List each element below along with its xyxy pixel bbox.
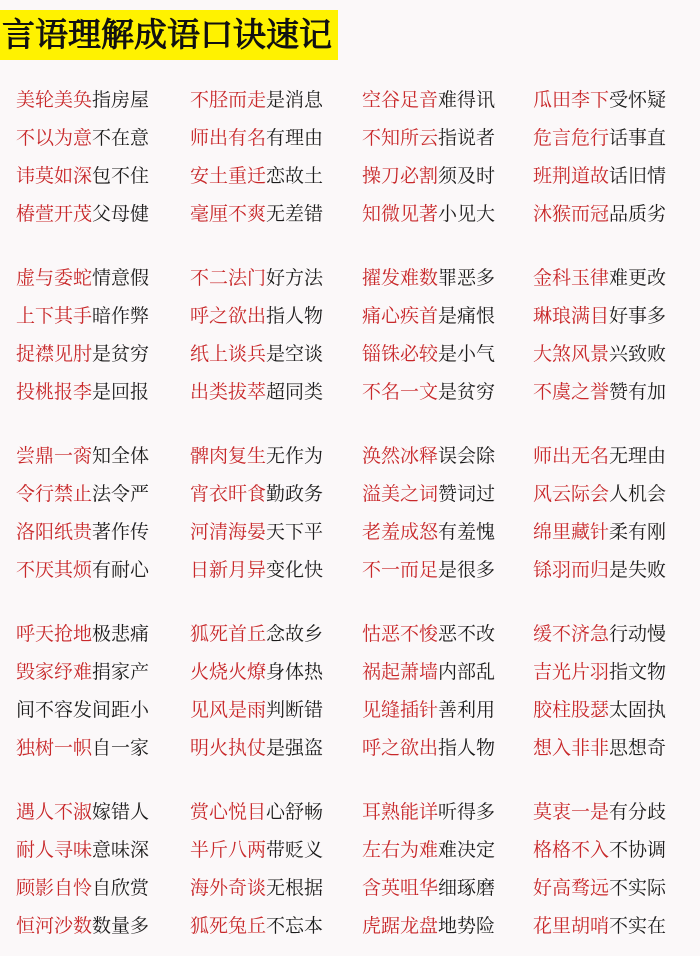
idiom-entry: [16, 694, 149, 726]
idiom-text: 空谷足音: [362, 89, 439, 111]
idiom-entry: [190, 122, 323, 154]
idiom-meaning: 是消息: [266, 89, 324, 111]
idiom-text: 不名一文: [362, 381, 439, 403]
idiom-entry: [190, 338, 323, 370]
idiom-entry: [190, 618, 323, 650]
idiom-meaning: 自欣赏: [92, 877, 150, 899]
idiom-meaning: 身体热: [266, 661, 324, 683]
idiom-entry: [16, 160, 149, 192]
idiom-row: [0, 516, 700, 554]
idiom-text: 呼天抢地: [16, 623, 93, 645]
idiom-text: 讳莫如深: [16, 165, 93, 187]
idiom-meaning: 须及时: [438, 165, 496, 187]
idiom-meaning: 自一家: [92, 737, 150, 759]
idiom-text: 椿萱开茂: [16, 203, 93, 225]
idiom-entry: [16, 618, 149, 650]
idiom-text: 毁家纾难: [16, 661, 93, 683]
idiom-meaning: 有耐心: [92, 559, 150, 581]
idiom-text: 不虞之誉: [533, 381, 610, 403]
idiom-entry: [533, 834, 666, 866]
idiom-meaning: 指文物: [609, 661, 667, 683]
idiom-entry: [362, 122, 495, 154]
idiom-meaning: 带贬义: [266, 839, 324, 861]
idiom-meaning: 判断错: [266, 699, 324, 721]
idiom-text: 金科玉律: [533, 267, 610, 289]
idiom-row: [0, 554, 700, 592]
idiom-meaning: 人机会: [609, 483, 667, 505]
idiom-entry: [533, 440, 666, 472]
idiom-text: 大煞风景: [533, 343, 610, 365]
idiom-meaning: 恋故土: [266, 165, 324, 187]
idiom-meaning: 意味深: [92, 839, 150, 861]
idiom-text: 涣然冰释: [362, 445, 439, 467]
idiom-row: [0, 262, 700, 300]
idiom-entry: [190, 440, 323, 472]
idiom-entry: [190, 656, 323, 688]
idiom-entry: [362, 910, 495, 942]
idiom-row: [0, 338, 700, 376]
idiom-meaning: 是很多: [438, 559, 496, 581]
idiom-entry: [533, 872, 666, 904]
idiom-text: 风云际会: [533, 483, 610, 505]
idiom-row: [0, 376, 700, 414]
idiom-entry: [16, 732, 149, 764]
idiom-text: 知微见著: [362, 203, 439, 225]
idiom-entry: [533, 338, 666, 370]
idiom-meaning: 是痛恨: [438, 305, 496, 327]
idiom-entry: [533, 516, 666, 548]
idiom-entry: [362, 84, 495, 116]
idiom-meaning: 无作为: [266, 445, 324, 467]
idiom-text: 耳熟能详: [362, 801, 439, 823]
idiom-meaning: 小见大: [438, 203, 496, 225]
idiom-meaning: 太固执: [609, 699, 667, 721]
idiom-text: 海外奇谈: [190, 877, 267, 899]
idiom-entry: [362, 440, 495, 472]
idiom-meaning: 无根据: [266, 877, 324, 899]
idiom-meaning: 有理由: [266, 127, 324, 149]
idiom-text: 祸起萧墙: [362, 661, 439, 683]
idiom-text: 见缝插针: [362, 699, 439, 721]
idiom-entry: [362, 338, 495, 370]
idiom-entry: [533, 618, 666, 650]
idiom-entry: [16, 796, 149, 828]
idiom-grid: [0, 84, 700, 956]
idiom-meaning: 知全体: [92, 445, 150, 467]
idiom-meaning: 情意假: [92, 267, 150, 289]
idiom-meaning: 误会除: [438, 445, 496, 467]
idiom-row: [0, 656, 700, 694]
idiom-entry: [190, 478, 323, 510]
idiom-entry: [190, 910, 323, 942]
idiom-entry: [362, 376, 495, 408]
idiom-entry: [190, 834, 323, 866]
idiom-entry: [190, 554, 323, 586]
idiom-meaning: 赞有加: [609, 381, 667, 403]
idiom-meaning: 有分歧: [609, 801, 667, 823]
idiom-entry: [533, 198, 666, 230]
idiom-meaning: 难更改: [609, 267, 667, 289]
idiom-text: 呼之欲出: [362, 737, 439, 759]
idiom-text: 令行禁止: [16, 483, 93, 505]
idiom-text: 洛阳纸贵: [16, 521, 93, 543]
idiom-entry: [16, 478, 149, 510]
idiom-entry: [16, 122, 149, 154]
idiom-row: [0, 84, 700, 122]
idiom-meaning: 变化快: [266, 559, 324, 581]
idiom-text: 宵衣旰食: [190, 483, 267, 505]
idiom-text: 不知所云: [362, 127, 439, 149]
idiom-entry: [190, 300, 323, 332]
idiom-text: 师出有名: [190, 127, 267, 149]
idiom-entry: [362, 262, 495, 294]
idiom-text: 狐死兔丘: [190, 915, 267, 937]
idiom-entry: [362, 478, 495, 510]
idiom-text: 不一而足: [362, 559, 439, 581]
idiom-row: [0, 440, 700, 478]
idiom-text: 髀肉复生: [190, 445, 267, 467]
idiom-group: [0, 618, 700, 778]
idiom-meaning: 指说者: [438, 127, 496, 149]
idiom-meaning: 勤政务: [266, 483, 324, 505]
idiom-entry: [16, 376, 149, 408]
idiom-text: 恒河沙数: [16, 915, 93, 937]
idiom-text: 擢发难数: [362, 267, 439, 289]
idiom-text: 安土重迁: [190, 165, 267, 187]
idiom-entry: [16, 262, 149, 294]
idiom-entry: [190, 262, 323, 294]
idiom-entry: [362, 834, 495, 866]
idiom-entry: [190, 376, 323, 408]
idiom-row: [0, 694, 700, 732]
idiom-entry: [16, 198, 149, 230]
idiom-text: 投桃报李: [16, 381, 93, 403]
idiom-entry: [16, 300, 149, 332]
idiom-meaning: 天下平: [266, 521, 324, 543]
idiom-text: 老羞成怒: [362, 521, 439, 543]
idiom-entry: [190, 198, 323, 230]
idiom-entry: [362, 618, 495, 650]
idiom-text: 不厌其烦: [16, 559, 93, 581]
idiom-text: 沐猴而冠: [533, 203, 610, 225]
idiom-text: 痛心疾首: [362, 305, 439, 327]
idiom-entry: [16, 84, 149, 116]
idiom-meaning: 细琢磨: [438, 877, 496, 899]
idiom-meaning: 受怀疑: [609, 89, 667, 111]
idiom-meaning: 念故乡: [266, 623, 324, 645]
idiom-entry: [533, 122, 666, 154]
idiom-meaning: 听得多: [438, 801, 496, 823]
idiom-text: 锱铢必较: [362, 343, 439, 365]
idiom-meaning: 著作传: [92, 521, 150, 543]
idiom-text: 危言危行: [533, 127, 610, 149]
idiom-entry: [190, 84, 323, 116]
idiom-text: 虎踞龙盘: [362, 915, 439, 937]
idiom-row: [0, 198, 700, 236]
idiom-meaning: 指人物: [266, 305, 324, 327]
idiom-meaning: 无理由: [609, 445, 667, 467]
idiom-meaning: 善利用: [438, 699, 496, 721]
idiom-row: [0, 834, 700, 872]
idiom-meaning: 兴致败: [609, 343, 667, 365]
idiom-text: 操刀必割: [362, 165, 439, 187]
idiom-row: [0, 122, 700, 160]
idiom-meaning: 不实在: [609, 915, 667, 937]
idiom-meaning: 是贫穷: [438, 381, 496, 403]
idiom-meaning: 有羞愧: [438, 521, 496, 543]
idiom-row: [0, 618, 700, 656]
idiom-group: [0, 440, 700, 600]
idiom-entry: [362, 796, 495, 828]
idiom-text: 出类拔萃: [190, 381, 267, 403]
idiom-entry: [362, 300, 495, 332]
idiom-entry: [16, 656, 149, 688]
idiom-text: 美轮美奂: [16, 89, 93, 111]
idiom-meaning: 不忘本: [266, 915, 324, 937]
idiom-entry: [190, 796, 323, 828]
idiom-text: 上下其手: [16, 305, 93, 327]
idiom-entry: [533, 796, 666, 828]
idiom-meaning: 是强盗: [266, 737, 324, 759]
idiom-row: [0, 796, 700, 834]
idiom-entry: [16, 872, 149, 904]
idiom-meaning: 嫁错人: [92, 801, 150, 823]
idiom-text: 顾影自怜: [16, 877, 93, 899]
idiom-text: 耐人寻味: [16, 839, 93, 861]
idiom-meaning: 好事多: [609, 305, 667, 327]
idiom-meaning: 指房屋: [92, 89, 150, 111]
idiom-meaning: 柔有刚: [609, 521, 667, 543]
idiom-text: 纸上谈兵: [190, 343, 267, 365]
idiom-entry: [362, 694, 495, 726]
idiom-meaning: 父母健: [92, 203, 150, 225]
idiom-text: 河清海晏: [190, 521, 267, 543]
idiom-entry: [190, 516, 323, 548]
idiom-entry: [533, 732, 666, 764]
idiom-entry: [362, 160, 495, 192]
idiom-row: [0, 160, 700, 198]
idiom-group: [0, 796, 700, 956]
idiom-text: 见风是雨: [190, 699, 267, 721]
idiom-entry: [16, 440, 149, 472]
idiom-text: 毫厘不爽: [190, 203, 267, 225]
idiom-text: 不胫而走: [190, 89, 267, 111]
idiom-text: 格格不入: [533, 839, 610, 861]
idiom-entry: [533, 554, 666, 586]
idiom-meaning: 难得讯: [438, 89, 496, 111]
idiom-meaning: 地势险: [438, 915, 496, 937]
idiom-text: 不以为意: [16, 127, 93, 149]
idiom-meaning: 是回报: [92, 381, 150, 403]
idiom-entry: [362, 516, 495, 548]
idiom-group: [0, 84, 700, 244]
idiom-meaning: 捐家产: [92, 661, 150, 683]
idiom-entry: [362, 656, 495, 688]
idiom-text: 想入非非: [533, 737, 610, 759]
idiom-meaning: 内部乱: [438, 661, 496, 683]
idiom-entry: [190, 732, 323, 764]
idiom-meaning: 罪恶多: [438, 267, 496, 289]
idiom-meaning: 品质劣: [609, 203, 667, 225]
idiom-text: 尝鼎一脔: [16, 445, 93, 467]
idiom-text: 好高骛远: [533, 877, 610, 899]
idiom-meaning: 数量多: [92, 915, 150, 937]
idiom-entry: [533, 84, 666, 116]
idiom-entry: [362, 198, 495, 230]
idiom-row: [0, 478, 700, 516]
idiom-meaning: 不实际: [609, 877, 667, 899]
idiom-meaning: 极悲痛: [92, 623, 150, 645]
idiom-text: 吉光片羽: [533, 661, 610, 683]
idiom-meaning: 不协调: [609, 839, 667, 861]
idiom-entry: [16, 338, 149, 370]
idiom-text: 遇人不淑: [16, 801, 93, 823]
idiom-text: 师出无名: [533, 445, 610, 467]
idiom-meaning: 好方法: [266, 267, 324, 289]
idiom-row: [0, 872, 700, 910]
idiom-entry: [533, 376, 666, 408]
idiom-text: 绵里藏针: [533, 521, 610, 543]
idiom-text: 日新月异: [190, 559, 267, 581]
idiom-text: 虚与委蛇: [16, 267, 93, 289]
idiom-entry: [533, 262, 666, 294]
idiom-entry: [533, 656, 666, 688]
idiom-meaning: 法令严: [92, 483, 150, 505]
idiom-entry: [16, 910, 149, 942]
idiom-entry: [533, 478, 666, 510]
idiom-text: 铩羽而归: [533, 559, 610, 581]
idiom-text: 捉襟见肘: [16, 343, 93, 365]
idiom-entry: [533, 300, 666, 332]
idiom-text: 怙恶不悛: [362, 623, 439, 645]
idiom-text: 含英咀华: [362, 877, 439, 899]
idiom-meaning: 是失败: [609, 559, 667, 581]
idiom-meaning: 指人物: [438, 737, 496, 759]
idiom-meaning: 是空谈: [266, 343, 324, 365]
idiom-meaning: 话事直: [609, 127, 667, 149]
idiom-text: 赏心悦目: [190, 801, 267, 823]
idiom-meaning: 超同类: [266, 381, 324, 403]
idiom-meaning: 心舒畅: [266, 801, 324, 823]
idiom-entry: [362, 554, 495, 586]
idiom-entry: [16, 516, 149, 548]
idiom-text: 缓不济急: [533, 623, 610, 645]
idiom-text: 瓜田李下: [533, 89, 610, 111]
idiom-meaning: 话旧情: [609, 165, 667, 187]
idiom-text: 班荆道故: [533, 165, 610, 187]
idiom-text: 琳琅满目: [533, 305, 610, 327]
idiom-meaning: 行动慢: [609, 623, 667, 645]
idiom-text: 呼之欲出: [190, 305, 267, 327]
idiom-entry: [16, 554, 149, 586]
idiom-meaning: 间不容发间距小: [16, 699, 150, 721]
idiom-entry: [533, 694, 666, 726]
idiom-row: [0, 732, 700, 770]
idiom-meaning: 无差错: [266, 203, 324, 225]
idiom-row: [0, 300, 700, 338]
idiom-meaning: 是贫穷: [92, 343, 150, 365]
idiom-entry: [362, 732, 495, 764]
idiom-text: 不二法门: [190, 267, 267, 289]
idiom-entry: [362, 872, 495, 904]
idiom-text: 花里胡哨: [533, 915, 610, 937]
idiom-text: 火烧火燎: [190, 661, 267, 683]
idiom-text: 莫衷一是: [533, 801, 610, 823]
idiom-entry: [16, 834, 149, 866]
idiom-meaning: 暗作弊: [92, 305, 150, 327]
idiom-text: 溢美之词: [362, 483, 439, 505]
idiom-entry: [190, 160, 323, 192]
idiom-entry: [190, 694, 323, 726]
idiom-text: 明火执仗: [190, 737, 267, 759]
idiom-meaning: 不在意: [92, 127, 150, 149]
idiom-entry: [533, 160, 666, 192]
idiom-text: 胶柱股瑟: [533, 699, 610, 721]
idiom-text: 狐死首丘: [190, 623, 267, 645]
idiom-meaning: 思想奇: [609, 737, 667, 759]
idiom-text: 左右为难: [362, 839, 439, 861]
idiom-meaning: 赞词过: [438, 483, 496, 505]
idiom-group: [0, 262, 700, 422]
idiom-text: 半斤八两: [190, 839, 267, 861]
idiom-meaning: 难决定: [438, 839, 496, 861]
idiom-meaning: 恶不改: [438, 623, 496, 645]
idiom-text: 独树一帜: [16, 737, 93, 759]
idiom-entry: [533, 910, 666, 942]
idiom-meaning: 是小气: [438, 343, 496, 365]
page-title: 言语理解成语口诀速记: [0, 10, 338, 60]
idiom-meaning: 包不住: [92, 165, 150, 187]
idiom-entry: [190, 872, 323, 904]
